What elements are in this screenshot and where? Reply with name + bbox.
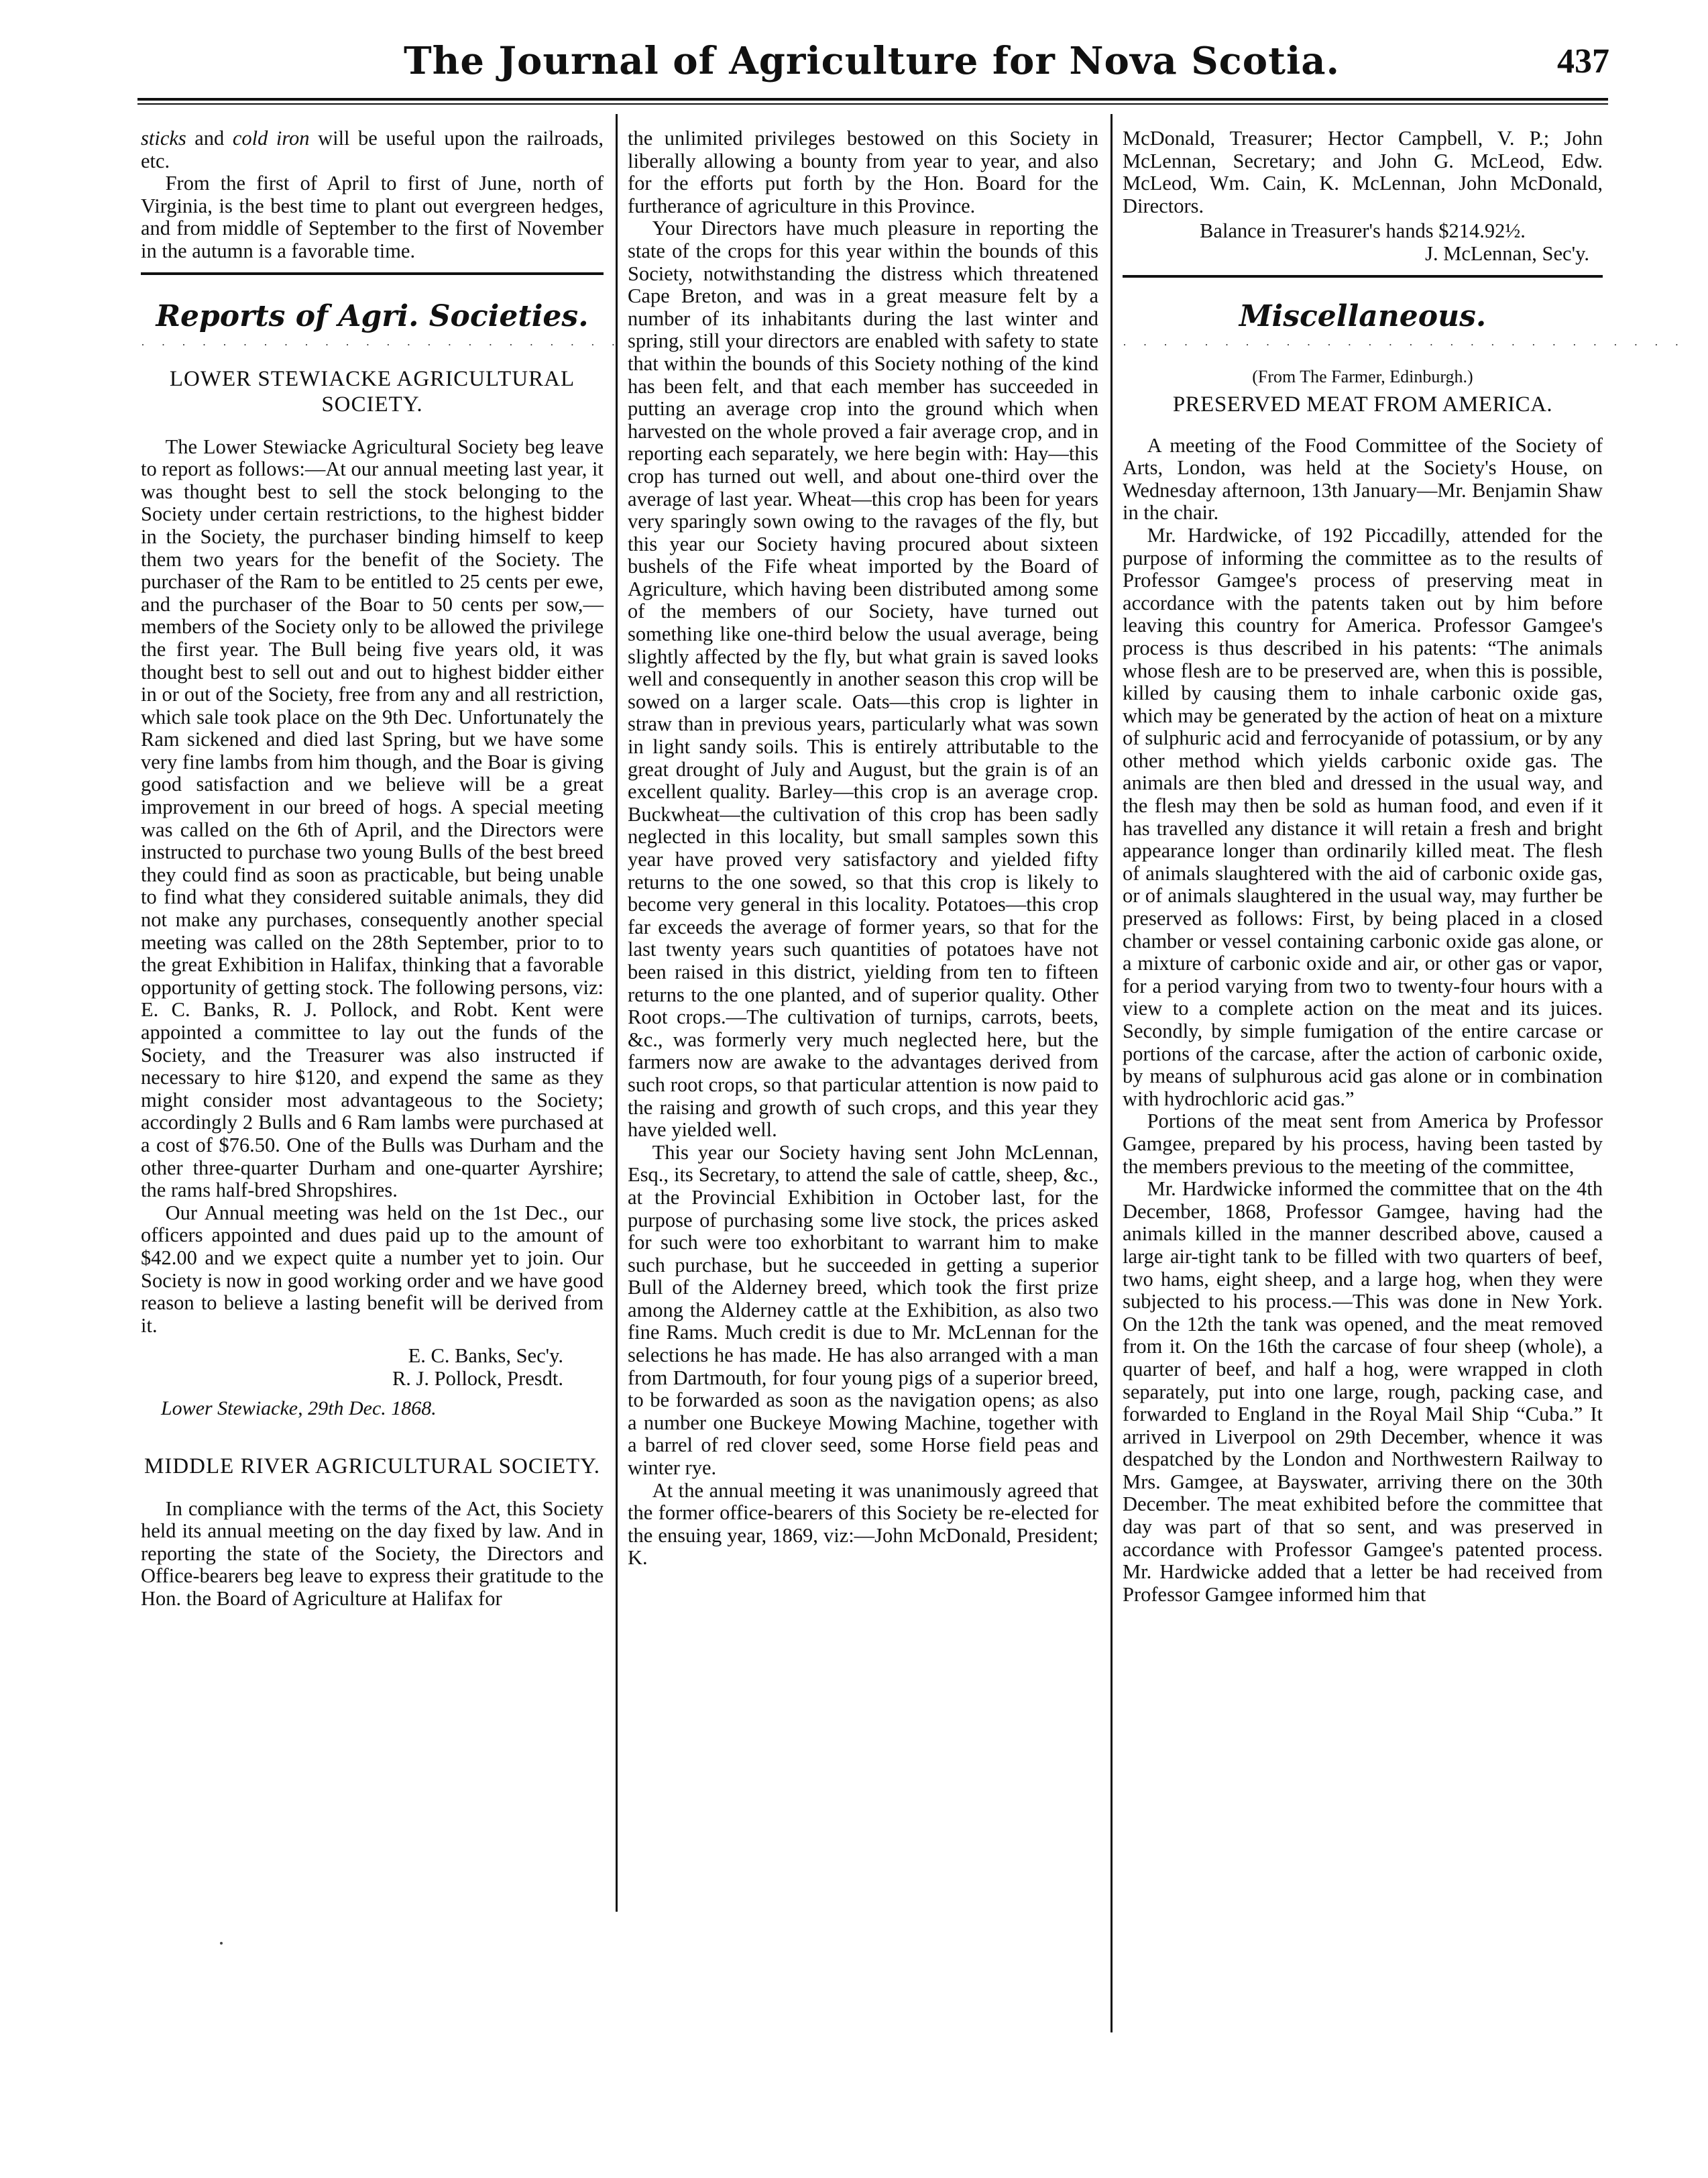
crops-paragraph: Your Directors have much pleasure in reporting the state of the crops for this year within the bounds of this Society, notwithstanding the distress which threatened Cape Breton, and was in a great measure felt by a number of its inhabitants during the last winter and spring, still your directors are enabled with safety to state that within the bounds of this Society nothing of the kind has been felt, and that each member has succeeded in putting an average crop into the ground which when harvested on the whole proved a fair average crop, and in reporting each separately, we here begin with: Hay—this crop has turned out well, and about one-third over the average of last year. Wheat—this crop has been for years very sparingly sown owing to the ravages of the fly, but this year our Society having procured about sixteen bushels of the Fife wheat imported by the Board of Agriculture, which having been distributed among some of the members of our Society, have turned out something like one-third below the usual average, being slightly affected by the fly, but what grain is saved looks well and consequently in another season this crop will be sowed on a larger scale. Oats—this crop is lighter in straw than in previous years, particularly what was sown in light sandy soils. This is entirely attributable to the great drought of July and August, but the grain is of an excellent quality. Barley—this crop is an average crop. Buckwheat—the cultivation of this crop has been sadly neglected in this locality, but small samples sown this year have proved very satisfactory and yielded fifty returns to the one sowed, so that this crop is likely to become very general in this locality. Potatoes—this crop far exceeds the average of former years, so that for the last twenty years such quantities of potatoes have not been raised in this district, yielding from ten to fifteen returns to the one planted, and of superior quality. Other Root crops.—The cultivation of turnips, carrots, beets, &c., was formerly very much neglected here, but the farmers now are awake to the advantages derived from such root crops, so that particular attention is now paid to the raising and growth of such crops, and this year they have yielded well. xyxy=(628,217,1098,1142)
hedge-paragraph: From the first of April to first of June, north of Virginia, is the best time to plant out evergreen hedges, and from middle of September to the first of November in the autumn is a favorable time. xyxy=(141,172,604,262)
signature-secretary: J. McLennan, Sec'y. xyxy=(1425,241,1589,265)
article-title-preserved-meat: PRESERVED MEAT FROM AMERICA. xyxy=(1172,392,1553,417)
page-header xyxy=(134,39,1609,99)
section-rule xyxy=(1123,275,1603,278)
article-paragraph: A meeting of the Food Committee of the Society of Arts, London, was held at the Society's House, on Wednesday afternoon, 13th January—Mr. Benjamin Shaw in the chair. xyxy=(1123,433,1603,525)
continued-paragraph: the unlimited privileges bestowed on this Society in liberally allowing a bounty from year to year, and also for the efforts put forth by the Hon. Board for the furtherance of agriculture in this Province. xyxy=(628,127,1098,217)
article-paragraph: The Lower Stewiacke Agricultural Society beg leave to report as follows:—At our annual meeting last year, it was thought best to sell the stock belonging to the Society under certain restrictions, to the highest bidder in the Society, the purchaser binding himself to keep them two years for the benefit of the Society. The purchaser of the Ram to be entitled to 25 cents per ewe, and the purchaser of the Boar to 50 cents per sow,—members of the Society only to be allowed the privilege the first year. The Bull being five years old, it was thought best to sell out and out to highest bidder either in or out of the Society, free from any and all restriction, which sale took place on the 9th Dec. Unfortunately the Ram sickened and died last Spring, but we have some very fine lambs from him though, and the Boar is giving good satisfaction and we believe will be a great improvement in our breed of hogs. A special meeting was called on the 6th of April, and the Directors were instructed to purchase two young Bulls of the best breed they could find as soon as practicable, but being unable to find what they considered suitable animals, they did not make any purchases, consequently another special meeting was called on the 28th September, prior to to the great Exhibition in Halifax, thinking that a favorable opportunity of getting stock. The following persons, viz: E. C. Banks, R. J. Pollock, and Robt. Kent were appointed a committee to lay out the funds of the Society, and the Treasurer was also instructed if necessary to hire $120, and expend the same as they might consider most advantageous to the Society; accordingly 2 Bulls and 6 Ram lambs were purchased at a cost of $76.50. One of the Bulls was Durham and the other three-quarter Durham and one-quarter Ayrshire; the rams half-bred Shropshires. xyxy=(141,435,604,1202)
column-left xyxy=(141,127,683,1610)
article-title-middle-river: MIDDLE RIVER AGRICULTURAL SOCIETY. xyxy=(144,1454,600,1478)
source-attribution: (From The Farmer, Edinburgh.) xyxy=(1252,366,1473,386)
dateline: Lower Stewiacke, 29th Dec. 1868. xyxy=(161,1397,437,1419)
signature-president: R. J. Pollock, Presdt. xyxy=(392,1366,563,1390)
section-rule xyxy=(141,272,604,275)
text-run: will be useful upon the railroads, etc. xyxy=(141,127,604,172)
dotted-divider: · · · · · · · · · · · · · · · · · · · · · · · · · · · · xyxy=(1123,337,1686,351)
balance-line: Balance in Treasurer's hands $214.92½. xyxy=(1200,219,1526,243)
page-number: 437 xyxy=(1557,42,1609,80)
journal-title: The Journal of Agriculture for Nova Scotia. xyxy=(403,39,1341,83)
section-heading-miscellaneous: Miscellaneous. xyxy=(1239,298,1487,333)
article-paragraph: Mr. Hardwicke, of 192 Piccadilly, attended for the purpose of informing the committee as to the results of Professor Gamgee's process of preserving meat in accordance with the patents taken out by him before leaving this country for America. Professor Gamgee's process is thus described in his patents: “The animals whose flesh are to be preserved are, when this is possible, killed by causing them to inhale carbonic oxide gas, which may be generated by the action of heat on a mixture of sulphuric acid and ferrocyanide of potassium, or by any other method which yields carbonic oxide gas. The animals are then bled and dressed in the usual way, and the flesh may then be sold as human food, and even if it has travelled any distance it will retain a fresh and bright appearance longer than ordinarily killed meat. The flesh of animals slaughtered with the aid of carbonic oxide gas, or of animals slaughtered in the usual way, may further be preserved as follows: First, by being placed in a closed chamber or vessel containing carbonic oxide gas alone, or a mixture of carbonic oxide and air, or other gas or vapor, for a period varying from two to twenty-four hours with a view to a complete action on the meat and its juices. Secondly, by simple fumigation of the entire carcase or portions of the carcase, after the action of carbonic oxide, by means of sulphurous acid gas alone or in combination with hydrochloric acid gas.” xyxy=(1123,523,1603,1110)
article-paragraph: Mr. Hardwicke informed the committee that on the 4th December, 1868, Professor Gamgee, having had the animals killed in the manner described above, caused a large air-tight tank to be filled with two quarters of beef, two hams, eight sheep, and a large hog, when they were subjected to his process.—This was done in New York. On the 12th the tank was opened, and the meat removed from it. On the 16th the carcase of four sheep (whole), a quarter of beef, and half a hog, were wrapped in cloth separately, put into one large, rough, packing case, and forwarded to England in the Royal Mail Ship “Cuba.” It arrived in Liverpool on 29th December, whence it was despatched by the London and Northwestern Railway to Mrs. Gamgee, at Bayswater, arriving there on the 30th December. The meat exhibited before the committee that day was part of that so sent, and was preserved in accordance with Professor Gamgee's patented process. Mr. Hardwicke added that a letter be had received from Professor Gamgee informed him that xyxy=(1123,1177,1603,1606)
header-rule-thin xyxy=(137,103,1608,105)
header-rule xyxy=(137,98,1608,101)
continued-paragraph: McDonald, Treasurer; Hector Campbell, V. P.; John McLennan, Secretary; and John G. McLeod, Edw. McLeod, Wm. Cain, K. McLennan, John McDonald, Directors. xyxy=(1123,127,1603,217)
text-run: and xyxy=(186,127,233,150)
article-title-lower-stewiacke: LOWER STEWIACKE AGRICULTURAL SOCIETY. xyxy=(169,366,575,417)
italic-term: sticks xyxy=(141,127,186,150)
dotted-divider: · · · · · · · · · · · · · · · · · · · · · · · · · · · xyxy=(141,337,683,351)
column-right xyxy=(1123,127,1686,1606)
livestock-paragraph: This year our Society having sent John McLennan, Esq., its Secretary, to attend the sale of cattle, sheep, &c., at the Provincial Exhibition in October last, for the purpose of purchasing some live stock, the prices asked for such were too exhorbitant to warrant him to make such purchase, but he succeeded in getting a superior Bull of the Alderney breed, which took the first prize among the Alderney cattle at the Exhibition, as also two fine Rams. Much credit is due to Mr. McLennan for the selections he has made. He has also arranged with a man from Dartmouth, for four young pigs of a superior breed, to be forwarded as soon as the navigation opens; as also a number one Buckeye Mowing Machine, together with a barrel of red clover seed, some Horse field peas and winter rye. xyxy=(628,1140,1098,1480)
column-divider xyxy=(1111,114,1113,2032)
election-paragraph: At the annual meeting it was unanimously agreed that the former office-bearers of this Society be re-elected for the ensuing year, 1869, viz:—John McDonald, President; K. xyxy=(628,1478,1098,1570)
article-paragraph: In compliance with the terms of the Act, this Society held its annual meeting on the day fixed by law. And in reporting the state of the Society, the Directors and Office-bearers beg leave to express their gratitude to the Hon. the Board of Agriculture at Halifax for xyxy=(141,1496,604,1610)
continued-paragraph xyxy=(141,127,604,172)
column-middle xyxy=(628,127,1098,1570)
print-speck xyxy=(220,1942,223,1945)
column-divider xyxy=(616,114,618,1912)
article-paragraph: Our Annual meeting was held on the 1st Dec., our officers appointed and dues paid up to the amount of $42.00 and we expect quite a number yet to join. Our Society is now in good working order and we have good reason to believe a lasting benefit will be derived from it. xyxy=(141,1201,604,1337)
signature-secretary: E. C. Banks, Sec'y. xyxy=(408,1344,563,1368)
article-paragraph: Portions of the meat sent from America by Professor Gamgee, prepared by his process, having been tasted by the members previous to the meeting of the committee, xyxy=(1123,1109,1603,1178)
italic-term: cold iron xyxy=(232,127,310,150)
section-heading-reports: Reports of Agri. Societies. xyxy=(156,298,589,333)
